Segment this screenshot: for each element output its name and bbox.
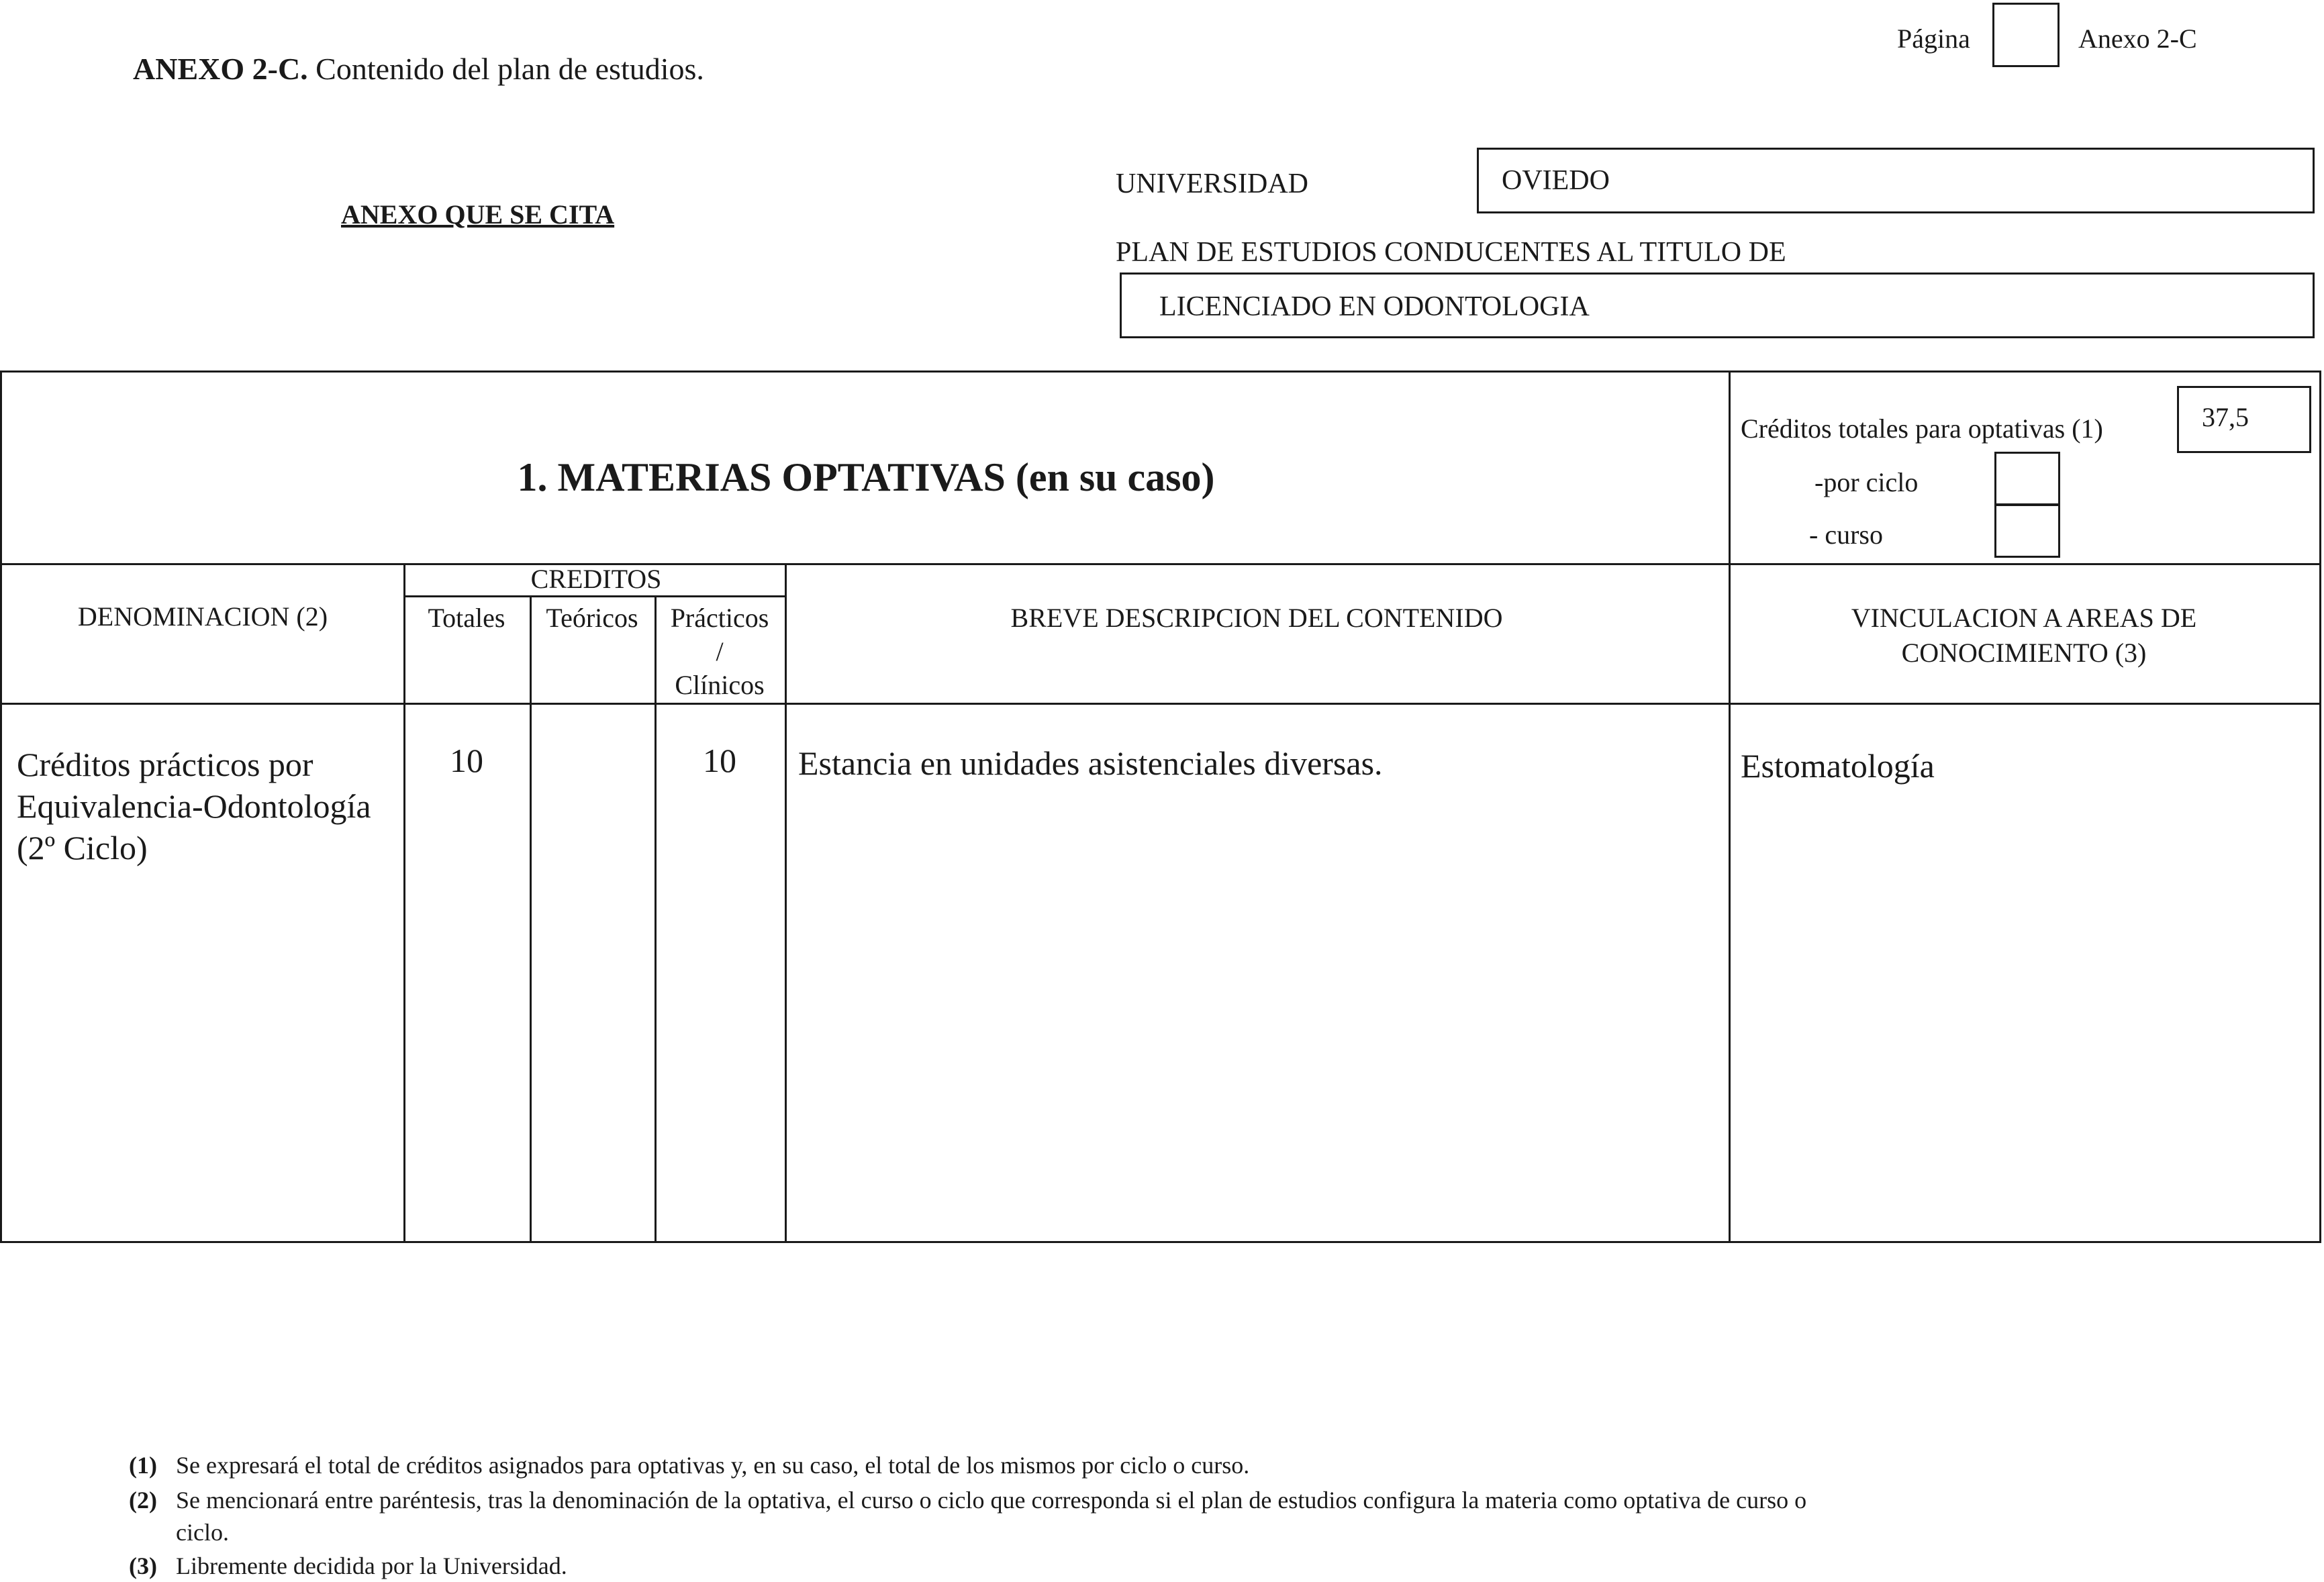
row-practicos: 10 [703,742,736,779]
titulo-field [1120,273,2315,338]
title-description: Contenido del plan de estudios. [316,52,704,86]
por-ciclo-label: -por ciclo [1814,467,1919,497]
header-totales: Totales [428,603,505,633]
divider-teoricos-column [530,595,532,1241]
footnote-2 [129,1486,1806,1514]
header-practicos-slash: / [716,636,724,666]
footnote-1 [129,1451,1249,1479]
header-teoricos: Teóricos [546,603,638,633]
footnote-2-continuation: ciclo. [176,1519,229,1546]
divider-section-header [2,563,2319,565]
footnote-2-text: Se mencionará entre paréntesis, tras la denominación de la optativa, el curso o ciclo que corresponda si el plan de estudios configura la materia como optativa de curso o [176,1487,1807,1514]
materias-optativas-table [0,370,2321,1243]
footnote-1-number: (1) [129,1452,157,1479]
row-totales: 10 [450,742,483,779]
por-ciclo-field [1994,452,2060,505]
row-denominacion-line1: Créditos prácticos por [17,746,313,783]
header-conocimiento: CONOCIMIENTO (3) [1901,638,2147,668]
title-anexo: ANEXO 2-C. [133,52,308,86]
divider-vinculacion-column [1729,373,1731,1241]
pagina-number-box [1992,3,2060,67]
footnote-3-text: Libremente decidida por la Universidad. [176,1552,567,1579]
divider-descripcion-column [785,563,787,1241]
anexo-que-se-cita: ANEXO QUE SE CITA [341,199,615,230]
creditos-optativas-field [2177,386,2311,453]
plan-estudios-label: PLAN DE ESTUDIOS CONDUCENTES AL TITULO DE [1116,237,1786,268]
curso-field [1994,504,2060,558]
universidad-value: OVIEDO [1502,165,1610,196]
row-denominacion-line3: (2º Ciclo) [17,829,148,867]
row-denominacion-line2: Equivalencia-Odontología [17,787,371,825]
header-clinicos: Clínicos [675,670,765,700]
page-title [133,51,704,87]
divider-totales-column [403,563,405,1241]
anexo-reference: Anexo 2-C [2078,23,2197,54]
titulo-value: LICENCIADO EN ODONTOLOGIA [1159,291,1590,322]
footnote-2-number: (2) [129,1487,157,1514]
footnote-3-number: (3) [129,1552,157,1579]
universidad-label: UNIVERSIDAD [1116,168,1308,199]
row-vinculacion: Estomatología [1741,747,1935,785]
curso-label: - curso [1809,520,1883,550]
creditos-optativas-value: 37,5 [2202,402,2249,432]
creditos-optativas-label: Créditos totales para optativas (1) [1741,413,2103,444]
universidad-field [1477,148,2315,213]
header-descripcion: BREVE DESCRIPCION DEL CONTENIDO [1010,603,1503,633]
footnote-1-text: Se expresará el total de créditos asignados para optativas y, en su caso, el total de los mismos por ciclo o curso. [176,1452,1250,1479]
row-descripcion: Estancia en unidades asistenciales diversas. [798,744,1383,782]
header-vinculacion: VINCULACION A AREAS DE [1851,603,2197,633]
footnote-3 [129,1552,567,1580]
header-creditos: CREDITOS [530,564,662,594]
pagina-label: Página [1897,23,1970,54]
divider-column-header [2,703,2319,705]
header-denominacion: DENOMINACION (2) [77,601,328,632]
header-practicos: Prácticos [670,603,769,633]
section-title: 1. MATERIAS OPTATIVAS (en su caso) [517,455,1215,499]
